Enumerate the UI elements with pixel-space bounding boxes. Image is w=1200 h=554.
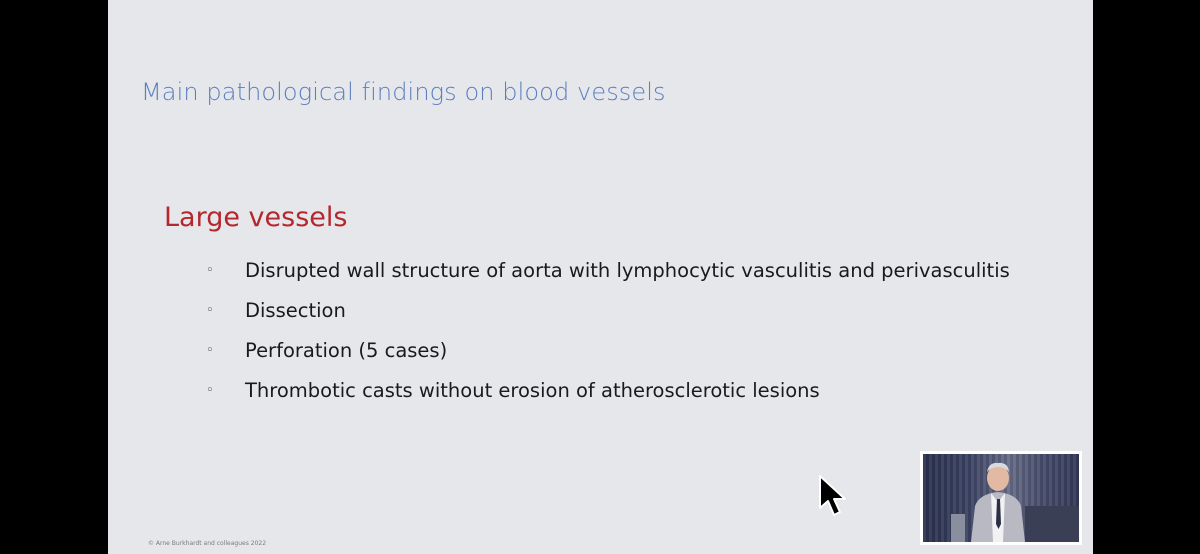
- speaker-video: [923, 454, 1079, 542]
- section-heading: Large vessels: [164, 202, 348, 233]
- list-item: [206, 330, 1010, 370]
- list-item: [206, 290, 1010, 330]
- bullet-text: Dissection: [245, 298, 346, 322]
- mouse-pointer-icon: [818, 474, 848, 518]
- bullet-list: [206, 250, 1010, 410]
- bullet-text: Disrupted wall structure of aorta with lymphocytic vasculitis and perivasculitis: [245, 258, 1010, 282]
- bullet-text: Perforation (5 cases): [245, 338, 448, 362]
- bullet-marker-icon: ◦: [206, 302, 214, 318]
- bullet-marker-icon: ◦: [206, 262, 214, 278]
- bullet-marker-icon: ◦: [206, 382, 214, 398]
- bullet-marker-icon: ◦: [206, 342, 214, 358]
- speaker-figure-icon: [923, 454, 1079, 542]
- bullet-text: Thrombotic casts without erosion of atherosclerotic lesions: [245, 378, 820, 402]
- list-item: [206, 370, 1010, 410]
- speaker-video-thumbnail[interactable]: [920, 451, 1082, 545]
- list-item: [206, 250, 1010, 290]
- slide-title: Main pathological findings on blood vessels: [141, 78, 666, 106]
- copyright-footer: © Arne Burkhardt and colleagues 2022: [148, 540, 267, 547]
